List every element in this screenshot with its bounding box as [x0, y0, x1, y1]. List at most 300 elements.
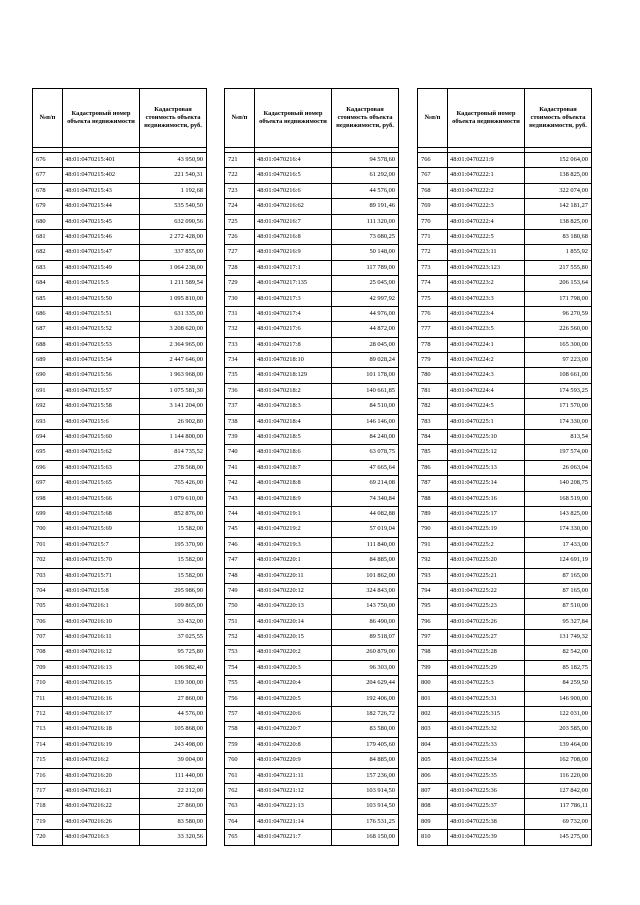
table-row	[225, 260, 399, 275]
cadastral-value: 631 335,00	[140, 306, 207, 321]
cadastral-value: 324 843,00	[332, 583, 399, 598]
cadastral-value: 171 570,00	[525, 399, 592, 414]
cadastral-number: 48:01:0470217:135	[255, 276, 332, 291]
cadastral-number: 48:01:0470216:18	[63, 722, 140, 737]
cadastral-number: 48:01:0470215:43	[63, 183, 140, 198]
cadastral-value: 84 885,00	[332, 753, 399, 768]
cadastral-number: 48:01:0470217:6	[255, 322, 332, 337]
cadastral-number: 48:01:0470215:7	[63, 537, 140, 552]
row-number: 780	[418, 368, 448, 383]
table-row	[418, 799, 592, 814]
table-row	[418, 491, 592, 506]
cadastral-value: 765 426,00	[140, 476, 207, 491]
row-number: 751	[225, 614, 255, 629]
table-row	[33, 630, 207, 645]
row-number: 772	[418, 245, 448, 260]
cadastral-value: 146 146,00	[332, 414, 399, 429]
table-row	[33, 645, 207, 660]
cadastral-value: 26 902,80	[140, 414, 207, 429]
cadastral-number: 48:01:0470215:71	[63, 568, 140, 583]
cadastral-number: 48:01:0470215:402	[63, 168, 140, 183]
table-row	[225, 553, 399, 568]
cadastral-number: 48:01:0470225:36	[448, 784, 525, 799]
row-number: 710	[33, 676, 63, 691]
row-number: 789	[418, 506, 448, 521]
cadastral-value: 44 872,00	[332, 322, 399, 337]
row-number: 681	[33, 229, 63, 244]
row-number: 757	[225, 707, 255, 722]
row-number: 713	[33, 722, 63, 737]
cadastral-number: 48:01:0470221:13	[255, 799, 332, 814]
row-number: 701	[33, 537, 63, 552]
cadastral-number: 48:01:0470218:10	[255, 353, 332, 368]
cadastral-number: 48:01:0470217:3	[255, 291, 332, 306]
table-row	[225, 722, 399, 737]
cadastral-number: 48:01:0470215:51	[63, 306, 140, 321]
cadastral-number: 48:01:0470220:9	[255, 753, 332, 768]
cadastral-value: 174 593,25	[525, 383, 592, 398]
row-number: 745	[225, 522, 255, 537]
row-number: 741	[225, 460, 255, 475]
table-row	[33, 260, 207, 275]
row-number: 777	[418, 322, 448, 337]
row-number: 803	[418, 722, 448, 737]
row-number: 809	[418, 814, 448, 829]
table-row	[418, 614, 592, 629]
table-row	[418, 260, 592, 275]
cadastral-number: 48:01:0470220:2	[255, 645, 332, 660]
cadastral-value: 140 208,75	[525, 476, 592, 491]
row-number: 787	[418, 476, 448, 491]
cadastral-value: 206 153,64	[525, 276, 592, 291]
cadastral-number: 48:01:0470218:5	[255, 430, 332, 445]
table-row	[33, 814, 207, 829]
cadastral-value: 322 074,00	[525, 183, 592, 198]
row-number: 711	[33, 691, 63, 706]
cadastral-number: 48:01:0470215:53	[63, 337, 140, 352]
cadastral-value: 168 150,00	[332, 830, 399, 845]
row-number: 784	[418, 430, 448, 445]
cadastral-number: 48:01:0470223:4	[448, 306, 525, 321]
row-number: 717	[33, 784, 63, 799]
cadastral-number: 48:01:0470225:28	[448, 645, 525, 660]
cadastral-value: 117 789,00	[332, 260, 399, 275]
table-row	[33, 737, 207, 752]
row-number: 748	[225, 568, 255, 583]
cadastral-number: 48:01:0470225:26	[448, 614, 525, 629]
cadastral-number: 48:01:0470216:10	[63, 614, 140, 629]
cadastral-number: 48:01:0470224:2	[448, 353, 525, 368]
table-row	[225, 168, 399, 183]
cadastral-number: 48:01:0470223:123	[448, 260, 525, 275]
table-row	[418, 660, 592, 675]
cadastral-number: 48:01:0470215:8	[63, 583, 140, 598]
cadastral-number: 48:01:0470220:14	[255, 614, 332, 629]
table-row	[418, 814, 592, 829]
cadastral-value: 138 825,00	[525, 214, 592, 229]
cadastral-number: 48:01:0470215:56	[63, 368, 140, 383]
row-number: 756	[225, 691, 255, 706]
row-number: 743	[225, 491, 255, 506]
cadastral-value: 17 433,00	[525, 537, 592, 552]
cadastral-number: 48:01:0470225:31	[448, 691, 525, 706]
row-number: 709	[33, 660, 63, 675]
cadastral-value: 84 259,50	[525, 676, 592, 691]
cadastral-value: 203 585,00	[525, 722, 592, 737]
table-row	[225, 276, 399, 291]
table-row	[225, 491, 399, 506]
cadastral-value: 83 580,00	[140, 814, 207, 829]
table-row	[33, 784, 207, 799]
header-num: №п/п	[418, 89, 448, 148]
cadastral-value: 44 082,88	[332, 506, 399, 521]
row-number: 805	[418, 753, 448, 768]
row-number: 731	[225, 306, 255, 321]
cadastral-value: 152 064,00	[525, 153, 592, 168]
cadastral-value: 89 191,46	[332, 199, 399, 214]
row-number: 693	[33, 414, 63, 429]
row-number: 760	[225, 753, 255, 768]
row-number: 728	[225, 260, 255, 275]
cadastral-value: 87 165,00	[525, 583, 592, 598]
cadastral-number: 48:01:0470216:21	[63, 784, 140, 799]
cadastral-value: 84 510,00	[332, 399, 399, 414]
cadastral-value: 73 080,25	[332, 229, 399, 244]
table-row	[225, 229, 399, 244]
table-row	[33, 291, 207, 306]
cadastral-number: 48:01:0470225:39	[448, 830, 525, 845]
row-number: 810	[418, 830, 448, 845]
cadastral-value: 1 064 238,00	[140, 260, 207, 275]
row-number: 797	[418, 630, 448, 645]
table-row	[33, 353, 207, 368]
table-row	[33, 676, 207, 691]
row-number: 714	[33, 737, 63, 752]
cadastral-number: 48:01:0470218:4	[255, 414, 332, 429]
cadastral-number: 48:01:0470222:2	[448, 183, 525, 198]
row-number: 698	[33, 491, 63, 506]
cadastral-value: 146 900,00	[525, 691, 592, 706]
row-number: 697	[33, 476, 63, 491]
table-row	[33, 168, 207, 183]
cadastral-value: 1 211 589,54	[140, 276, 207, 291]
header-cadastral: Кадастровый номер объекта недвижимости	[448, 89, 525, 148]
cadastral-number: 48:01:0470221:9	[448, 153, 525, 168]
row-number: 727	[225, 245, 255, 260]
cadastral-number: 48:01:0470216:6	[255, 183, 332, 198]
row-number: 798	[418, 645, 448, 660]
table-row	[33, 491, 207, 506]
row-number: 795	[418, 599, 448, 614]
cadastral-number: 48:01:0470215:66	[63, 491, 140, 506]
row-number: 738	[225, 414, 255, 429]
table-row	[225, 399, 399, 414]
cadastral-number: 48:01:0470222:1	[448, 168, 525, 183]
cadastral-value: 95 327,84	[525, 614, 592, 629]
cadastral-number: 48:01:0470222:3	[448, 199, 525, 214]
table-row	[33, 768, 207, 783]
cadastral-value: 171 798,00	[525, 291, 592, 306]
row-number: 699	[33, 506, 63, 521]
table-row	[418, 784, 592, 799]
row-number: 688	[33, 337, 63, 352]
row-number: 769	[418, 199, 448, 214]
row-number: 750	[225, 599, 255, 614]
table-row	[225, 691, 399, 706]
header-cadastral: Кадастровый номер объекта недвижимости	[255, 89, 332, 148]
table-row	[418, 537, 592, 552]
cadastral-number: 48:01:0470216:11	[63, 630, 140, 645]
table-row	[418, 291, 592, 306]
row-number: 715	[33, 753, 63, 768]
table-row	[225, 522, 399, 537]
table-row	[418, 430, 592, 445]
table-row	[418, 183, 592, 198]
table-row	[33, 599, 207, 614]
cadastral-value: 26 063,04	[525, 460, 592, 475]
cadastral-value: 39 004,00	[140, 753, 207, 768]
cadastral-number: 48:01:0470215:58	[63, 399, 140, 414]
table-row	[33, 583, 207, 598]
table-row	[33, 322, 207, 337]
cadastral-value: 57 019,04	[332, 522, 399, 537]
cadastral-value: 87 165,00	[525, 568, 592, 583]
cadastral-number: 48:01:0470216:22	[63, 799, 140, 814]
row-number: 723	[225, 183, 255, 198]
cadastral-number: 48:01:0470215:49	[63, 260, 140, 275]
table-row	[225, 676, 399, 691]
cadastral-value: 33 432,00	[140, 614, 207, 629]
cadastral-number: 48:01:0470217:8	[255, 337, 332, 352]
cadastral-number: 48:01:0470220:15	[255, 630, 332, 645]
table-row	[225, 337, 399, 352]
cadastral-value: 42 997,92	[332, 291, 399, 306]
cadastral-number: 48:01:0470216:7	[255, 214, 332, 229]
table-row	[33, 214, 207, 229]
cadastral-value: 25 045,00	[332, 276, 399, 291]
table-row	[418, 753, 592, 768]
table-row	[33, 245, 207, 260]
cadastral-value: 131 749,32	[525, 630, 592, 645]
cadastral-value: 69 214,08	[332, 476, 399, 491]
cadastral-value: 83 180,68	[525, 229, 592, 244]
cadastral-value: 105 868,00	[140, 722, 207, 737]
row-number: 804	[418, 737, 448, 752]
cadastral-value: 89 518,07	[332, 630, 399, 645]
cadastral-number: 48:01:0470221:12	[255, 784, 332, 799]
cadastral-number: 48:01:0470223:11	[448, 245, 525, 260]
table-row	[418, 245, 592, 260]
table-row	[418, 368, 592, 383]
table-row	[418, 830, 592, 845]
row-number: 725	[225, 214, 255, 229]
row-number: 676	[33, 153, 63, 168]
cadastral-value: 3 141 204,00	[140, 399, 207, 414]
header-value: Кадастровая стоимость объекта недвижимости, руб.	[332, 89, 399, 148]
cadastral-value: 814 735,52	[140, 445, 207, 460]
row-number: 696	[33, 460, 63, 475]
row-number: 732	[225, 322, 255, 337]
table-row	[418, 583, 592, 598]
cadastral-value: 165 300,00	[525, 337, 592, 352]
cadastral-value: 197 574,00	[525, 445, 592, 460]
table-row	[418, 568, 592, 583]
row-number: 712	[33, 707, 63, 722]
row-number: 791	[418, 537, 448, 552]
table-row	[33, 691, 207, 706]
table-row	[225, 506, 399, 521]
cadastral-number: 48:01:0470225:17	[448, 506, 525, 521]
table-row	[225, 383, 399, 398]
table-row	[225, 707, 399, 722]
row-number: 700	[33, 522, 63, 537]
cadastral-value: 47 665,64	[332, 460, 399, 475]
row-number: 718	[33, 799, 63, 814]
row-number: 737	[225, 399, 255, 414]
cadastral-value: 101 862,00	[332, 568, 399, 583]
cadastral-value: 28 045,00	[332, 337, 399, 352]
cadastral-value: 632 090,56	[140, 214, 207, 229]
table-row	[33, 522, 207, 537]
table-row	[225, 737, 399, 752]
cadastral-number: 48:01:0470215:70	[63, 553, 140, 568]
cadastral-value: 50 148,00	[332, 245, 399, 260]
cadastral-number: 48:01:0470215:44	[63, 199, 140, 214]
cadastral-value: 535 540,50	[140, 199, 207, 214]
cadastral-value: 278 568,00	[140, 460, 207, 475]
cadastral-number: 48:01:0470219:1	[255, 506, 332, 521]
cadastral-value: 122 031,00	[525, 707, 592, 722]
cadastral-number: 48:01:0470225:14	[448, 476, 525, 491]
table-row	[33, 537, 207, 552]
row-number: 801	[418, 691, 448, 706]
table-row	[225, 768, 399, 783]
row-number: 781	[418, 383, 448, 398]
row-number: 687	[33, 322, 63, 337]
row-number: 794	[418, 583, 448, 598]
cadastral-value: 813,54	[525, 430, 592, 445]
table-row	[33, 553, 207, 568]
cadastral-number: 48:01:0470215:54	[63, 353, 140, 368]
cadastral-number: 48:01:0470225:29	[448, 660, 525, 675]
row-number: 788	[418, 491, 448, 506]
cadastral-number: 48:01:0470218:9	[255, 491, 332, 506]
cadastral-number: 48:01:0470216:16	[63, 691, 140, 706]
cadastral-value: 96 270,59	[525, 306, 592, 321]
cadastral-value: 96 303,00	[332, 660, 399, 675]
row-number: 735	[225, 368, 255, 383]
row-number: 704	[33, 583, 63, 598]
table-row	[225, 445, 399, 460]
table-row	[225, 568, 399, 583]
row-number: 783	[418, 414, 448, 429]
row-number: 730	[225, 291, 255, 306]
cadastral-value: 3 208 620,00	[140, 322, 207, 337]
table-row	[225, 753, 399, 768]
cadastral-number: 48:01:0470215:60	[63, 430, 140, 445]
table-row	[33, 445, 207, 460]
cadastral-number: 48:01:0470215:63	[63, 460, 140, 475]
cadastral-number: 48:01:0470221:7	[255, 830, 332, 845]
row-number: 729	[225, 276, 255, 291]
table-row	[33, 722, 207, 737]
cadastral-number: 48:01:0470224:5	[448, 399, 525, 414]
cadastral-number: 48:01:0470216:62	[255, 199, 332, 214]
cadastral-value: 852 876,00	[140, 506, 207, 521]
cadastral-number: 48:01:0470215:69	[63, 522, 140, 537]
table-row	[225, 537, 399, 552]
cadastral-number: 48:01:0470225:1	[448, 414, 525, 429]
table-row	[418, 306, 592, 321]
table-row	[225, 630, 399, 645]
cadastral-value: 142 181,27	[525, 199, 592, 214]
cadastral-value: 143 750,00	[332, 599, 399, 614]
row-number: 761	[225, 768, 255, 783]
row-number: 707	[33, 630, 63, 645]
row-number: 770	[418, 214, 448, 229]
cadastral-number: 48:01:0470216:3	[63, 830, 140, 845]
table-row	[418, 414, 592, 429]
cadastral-value: 108 661,00	[525, 368, 592, 383]
table-row	[33, 399, 207, 414]
row-number: 678	[33, 183, 63, 198]
table-row	[225, 660, 399, 675]
table-row	[33, 414, 207, 429]
row-number: 800	[418, 676, 448, 691]
table-row	[418, 322, 592, 337]
cadastral-value: 127 842,00	[525, 784, 592, 799]
cadastral-value: 85 182,75	[525, 660, 592, 675]
cadastral-number: 48:01:0470220:4	[255, 676, 332, 691]
row-number: 755	[225, 676, 255, 691]
cadastral-number: 48:01:0470215:45	[63, 214, 140, 229]
cadastral-number: 48:01:0470215:47	[63, 245, 140, 260]
row-number: 744	[225, 506, 255, 521]
cadastral-number: 48:01:0470225:22	[448, 583, 525, 598]
cadastral-value: 1 192,68	[140, 183, 207, 198]
cadastral-number: 48:01:0470225:32	[448, 722, 525, 737]
cadastral-value: 195 370,90	[140, 537, 207, 552]
cadastral-value: 116 220,00	[525, 768, 592, 783]
row-number: 758	[225, 722, 255, 737]
table-row	[33, 660, 207, 675]
table-row	[225, 430, 399, 445]
cadastral-value: 157 236,00	[332, 768, 399, 783]
row-number: 679	[33, 199, 63, 214]
cadastral-value: 61 292,00	[332, 168, 399, 183]
table-row	[33, 383, 207, 398]
cadastral-value: 174 330,00	[525, 522, 592, 537]
row-number: 773	[418, 260, 448, 275]
table-row	[33, 276, 207, 291]
cadastral-number: 48:01:0470218:7	[255, 460, 332, 475]
table-row	[418, 337, 592, 352]
table-row	[33, 830, 207, 845]
cadastral-value: 2 272 428,00	[140, 229, 207, 244]
cadastral-number: 48:01:0470224:4	[448, 383, 525, 398]
row-number: 690	[33, 368, 63, 383]
cadastral-value: 95 725,80	[140, 645, 207, 660]
cadastral-value: 27 860,00	[140, 691, 207, 706]
table-row	[33, 430, 207, 445]
cadastral-value: 43 950,90	[140, 153, 207, 168]
cadastral-number: 48:01:0470217:4	[255, 306, 332, 321]
cadastral-value: 103 914,50	[332, 799, 399, 814]
cadastral-number: 48:01:0470220:8	[255, 737, 332, 752]
table-row	[418, 737, 592, 752]
cadastral-value: 162 708,00	[525, 753, 592, 768]
row-number: 734	[225, 353, 255, 368]
